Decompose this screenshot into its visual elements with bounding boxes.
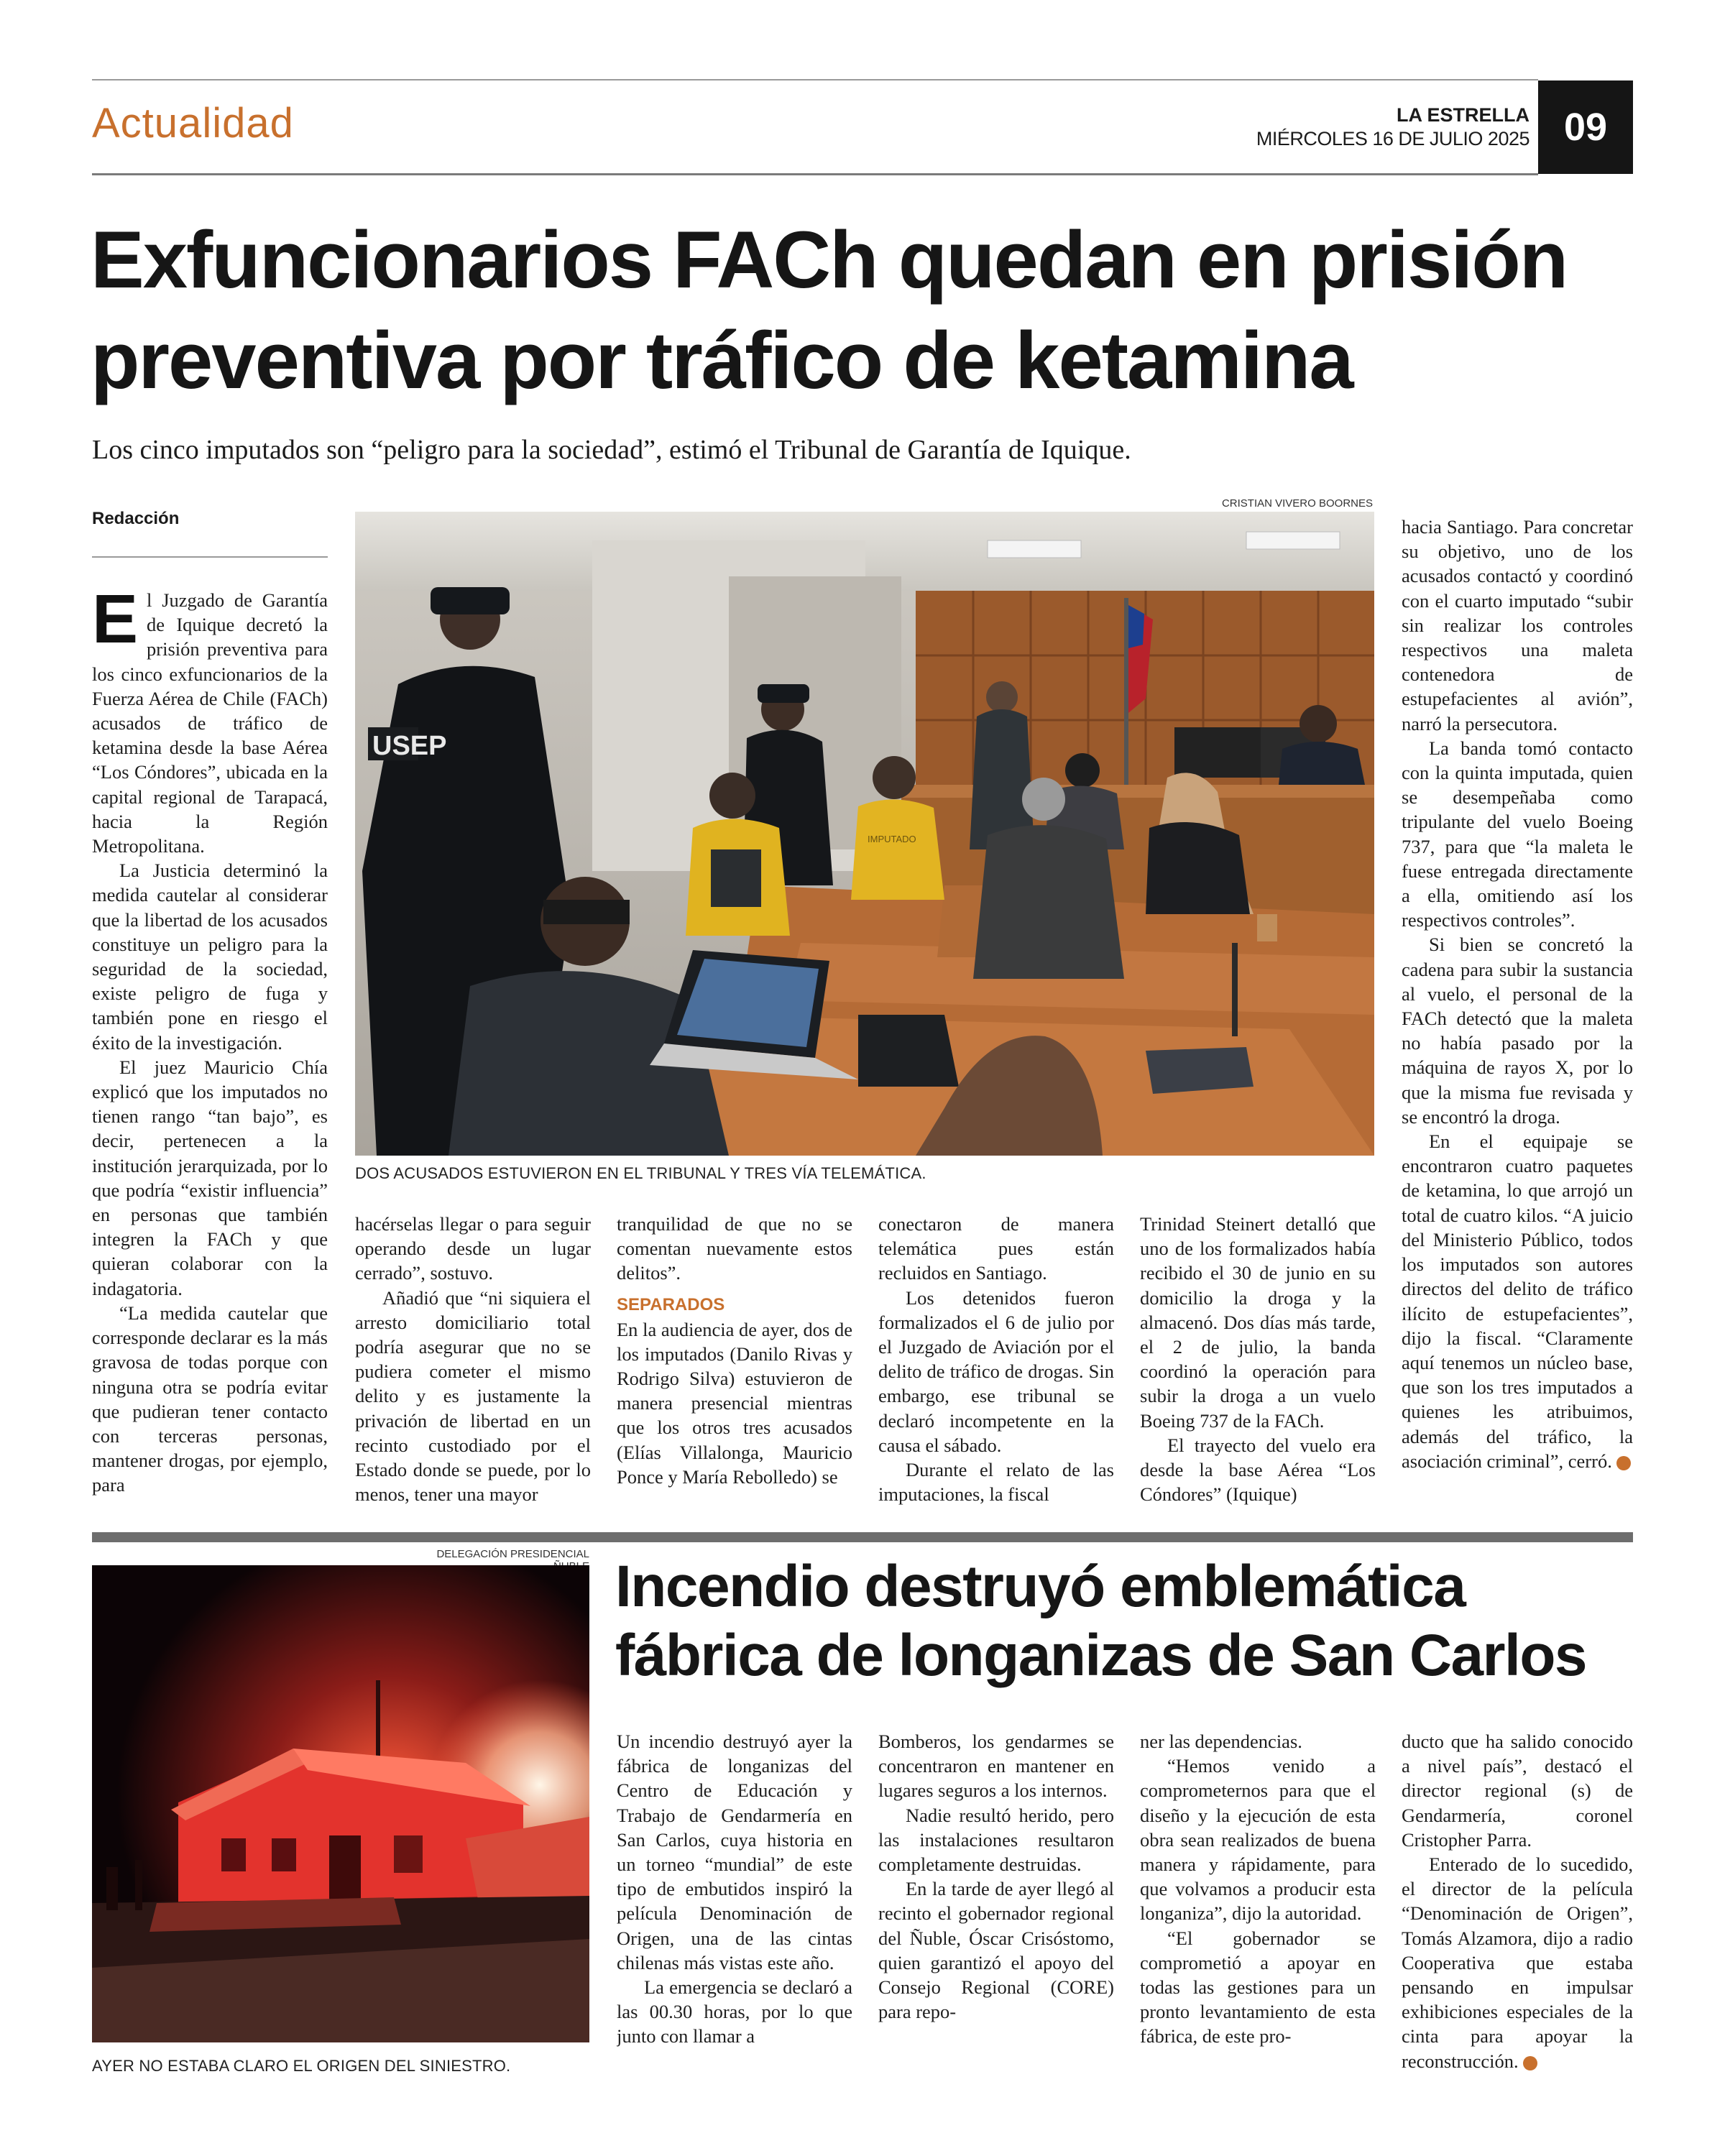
article2-column-4: [1402, 1729, 1633, 2081]
article1-paragraph: Si bien se concretó la cadena para subir la sustancia al vuelo, el personal de la FACh detectó que la maleta no había pasado por la máquina de rayos X, por lo que la misma fue revisada y se encontró la droga.: [1402, 934, 1633, 1128]
article2-paragraph: La emergencia se declaró a las 00.30 horas, por lo que junto con llamar a: [617, 1976, 852, 2047]
article1-paragraph: l Juzgado de Garantía de Iquique decretó la prisión preventiva para los cinco exfuncionarios de la Fuerza Aérea de Chile (FACh) acusados de tráfico de ketamina desde la base Aérea “Los Cóndores”, ubicada en la capital regional de Tarapacá, hacia la Región Metropolitana.: [92, 589, 328, 857]
dropcap: E: [92, 588, 139, 658]
article2-paragraph: En la tarde de ayer llegó al recinto el gobernador regional del Ñuble, Óscar Crisóstomo, quien garantizó el apoyo del Consejo Regional (CORE) para repo-: [878, 1878, 1114, 2023]
article1-column-3: [617, 1212, 852, 1528]
article2-paragraph: Nadie resultó herido, pero las instalaciones resultaron completamente destruidas.: [878, 1804, 1114, 1876]
article1-paragraph: tranquilidad de que no se comentan nuevamente estos delitos”.: [617, 1213, 852, 1284]
end-mark-icon: [1523, 2056, 1537, 2070]
article2-paragraph: “El gobernador se comprometió a apoyar en todas las gestiones para un pronto levantamiento de esta fábrica, de este pro-: [1140, 1927, 1376, 2047]
article2-paragraph: Bomberos, los gendarmes se concentraron en mantener en lugares seguros a los internos.: [878, 1731, 1114, 1802]
article1-headline-line1: Exfuncionarios FACh quedan en prisión: [91, 215, 1568, 305]
photo1-credit: CRISTIAN VIVERO BOORNES: [1221, 497, 1373, 510]
article1-headline: [91, 210, 1643, 411]
article1-paragraph: [1402, 1129, 1633, 1473]
article2-paragraph: “Hemos venido a comprometernos para que el diseño y la ejecución de esta obra sean realizados de buena manera y rápidamente, para que volvamos a producir esta longaniza”, dijo la autoridad.: [1140, 1755, 1376, 1925]
article1-paragraph: Durante el relato de las imputaciones, la fiscal: [878, 1459, 1114, 1506]
photo-label-imputado: IMPUTADO: [868, 834, 916, 844]
article1-column-5: [1140, 1212, 1376, 1528]
article1-paragraph: hacia Santiago. Para concretar su objetivo, uno de los acusados contactó y coordinó con el cuarto imputado “subir sin realizar los controles respectivos una maleta contenedora de estupefacientes al avión”, narró la persecutora.: [1402, 516, 1633, 734]
article1-headline-line2: preventiva por tráfico de ketamina: [91, 315, 1353, 405]
article1-subhead: SEPARADOS: [617, 1294, 725, 1314]
article1-column-4: [878, 1212, 1114, 1528]
article1-paragraph: La Justicia determinó la medida cautelar al considerar que la libertad de los acusados constituye un peligro para la seguridad de la sociedad, existe peligro de fuga y también pone en riesgo el éxito de la investigación.: [92, 860, 328, 1054]
article1-paragraph: conectaron de manera telemática pues están recluidos en Santiago.: [878, 1213, 1114, 1284]
page-number: 09: [1538, 80, 1633, 174]
article2-headline-line2: fábrica de longanizas de San Carlos: [615, 1623, 1587, 1688]
article2-paragraph: ner las dependencias.: [1140, 1731, 1302, 1752]
header-rule: [92, 173, 1538, 175]
article1-column-2: [355, 1212, 591, 1528]
article2-column-2: [878, 1729, 1114, 2081]
article1-paragraph: En la audiencia de ayer, dos de los imputados (Danilo Rivas y Rodrigo Silva) estuvieron de manera presencial mientras que los otros tres acusados (Elías Villalonga, Mauricio Ponce y María Rebolledo) se: [617, 1318, 852, 1488]
article-separator: [92, 1532, 1633, 1542]
article1-paragraph: Añadió que “ni siquiera el arresto domiciliario total podría asegurar que no se pudiera cometer el mismo delito y es justamente la privación de libertad en un recinto custodiado por el Estado donde se puede, por lo menos, tener una mayor: [355, 1286, 591, 1506]
article1-column-6: [1402, 515, 1633, 1528]
article1-paragraph: El trayecto del vuelo era desde la base Aérea “Los Cóndores” (Iquique): [1140, 1434, 1376, 1506]
article1-paragraph: Trinidad Steinert detalló que uno de los formalizados había recibido el 30 de junio en su domicilio la droga y la almacenó. Dos días más tarde, el 2 de julio, la banda coordinó la operación para subir la droga a un vuelo Boeing 737 de la FACh.: [1140, 1213, 1376, 1432]
photo-label-usep: USEP: [372, 731, 447, 761]
article1-paragraph: El juez Mauricio Chía explicó que los imputados no tienen rango “tan bajo”, es decir, pertenecen a la institución jerarquizada, por lo que podría “existir influencia” en personas que también integren la FACh y que quieran colaborar con la indagatoria.: [92, 1056, 328, 1299]
top-rule: [92, 79, 1538, 80]
end-mark-icon: [1616, 1456, 1631, 1470]
photo2-credit: DELEGACIÓN PRESIDENCIAL: [436, 1548, 589, 1560]
photo2-caption: AYER NO ESTABA CLARO EL ORIGEN DEL SINIESTRO.: [92, 2057, 511, 2075]
fire-photo: [92, 1565, 589, 2042]
article2-column-1: [617, 1729, 852, 2081]
article1-paragraph: Los detenidos fueron formalizados el 6 de julio por el Juzgado de Aviación por el delito de tráfico de drogas. Sin embargo, ese tribunal se declaró incompetente en la causa el sábado.: [878, 1286, 1114, 1456]
article1-paragraph-text: En el equipaje se encontraron cuatro paquetes de ketamina, lo que arrojó un total de cuatro kilos. “A juicio del Ministerio Público, todos los imputados son autores directos del delito de tráfico ilícito de estupefacientes”, dijo la fiscal. “Claramente aquí tenemos un núcleo base, que son los tres imputados a quienes les atribuimos, además del tráfico, la asociación criminal”, cerró.: [1402, 1130, 1633, 1472]
article2-paragraph: ducto que ha salido conocido a nivel país”, destacó el director regional (s) de Gendarmería, coronel Cristopher Parra.: [1402, 1731, 1633, 1851]
article2-column-3: [1140, 1729, 1376, 2081]
article2-paragraph: [1402, 1852, 1633, 2073]
article1-byline: Redacción: [92, 509, 180, 528]
article2-paragraph-text: Enterado de lo sucedido, el director de la película “Denominación de Origen”, Tomás Alzamora, dijo a radio Cooperativa que estaba pensando en impulsar exhibiciones especiales de la cinta para apoyar la reconstrucción.: [1402, 1853, 1633, 2072]
article2-headline: [615, 1552, 1636, 1690]
newspaper-name: LA ESTRELLA: [1397, 104, 1530, 126]
article1-paragraph: La banda tomó contacto con la quinta imputada, quien se desempeñaba como tripulante del vuelo Boeing 737, para que “la maleta le fuese entregada directamente a ella, omitiendo así los respectivos controles”.: [1402, 737, 1633, 931]
section-label: Actualidad: [92, 100, 294, 147]
article1-paragraph: hacérselas llegar o para seguir operando desde un lugar cerrado”, sostuvo.: [355, 1213, 591, 1284]
issue-date: MIÉRCOLES 16 DE JULIO 2025: [1256, 128, 1530, 149]
article1-paragraph: “La medida cautelar que corresponde declarar es la más gravosa de todas porque con ninguna otra se podría evitar que pudieran tener contacto con terceras personas, mantener drogas, por ejemplo, para: [92, 1302, 328, 1496]
article1-subtitle: Los cinco imputados son “peligro para la sociedad”, estimó el Tribunal de Garantía de Iquique.: [92, 435, 1131, 465]
article2-paragraph: Un incendio destruyó ayer la fábrica de longanizas del Centro de Educación y Trabajo de Gendarmería en San Carlos, cuya historia en un torneo “mundial” de este tipo de embutidos inspiró la película Denominación de Origen, una de las cintas chilenas más vistas este año.: [617, 1731, 852, 1973]
photo1-caption: DOS ACUSADOS ESTUVIERON EN EL TRIBUNAL Y TRES VÍA TELEMÁTICA.: [355, 1164, 926, 1182]
byline-rule: [92, 556, 328, 558]
courtroom-photo: [355, 512, 1374, 1156]
article1-column-1: [92, 588, 328, 1528]
article2-headline-line1: Incendio destruyó emblemática: [615, 1554, 1466, 1619]
